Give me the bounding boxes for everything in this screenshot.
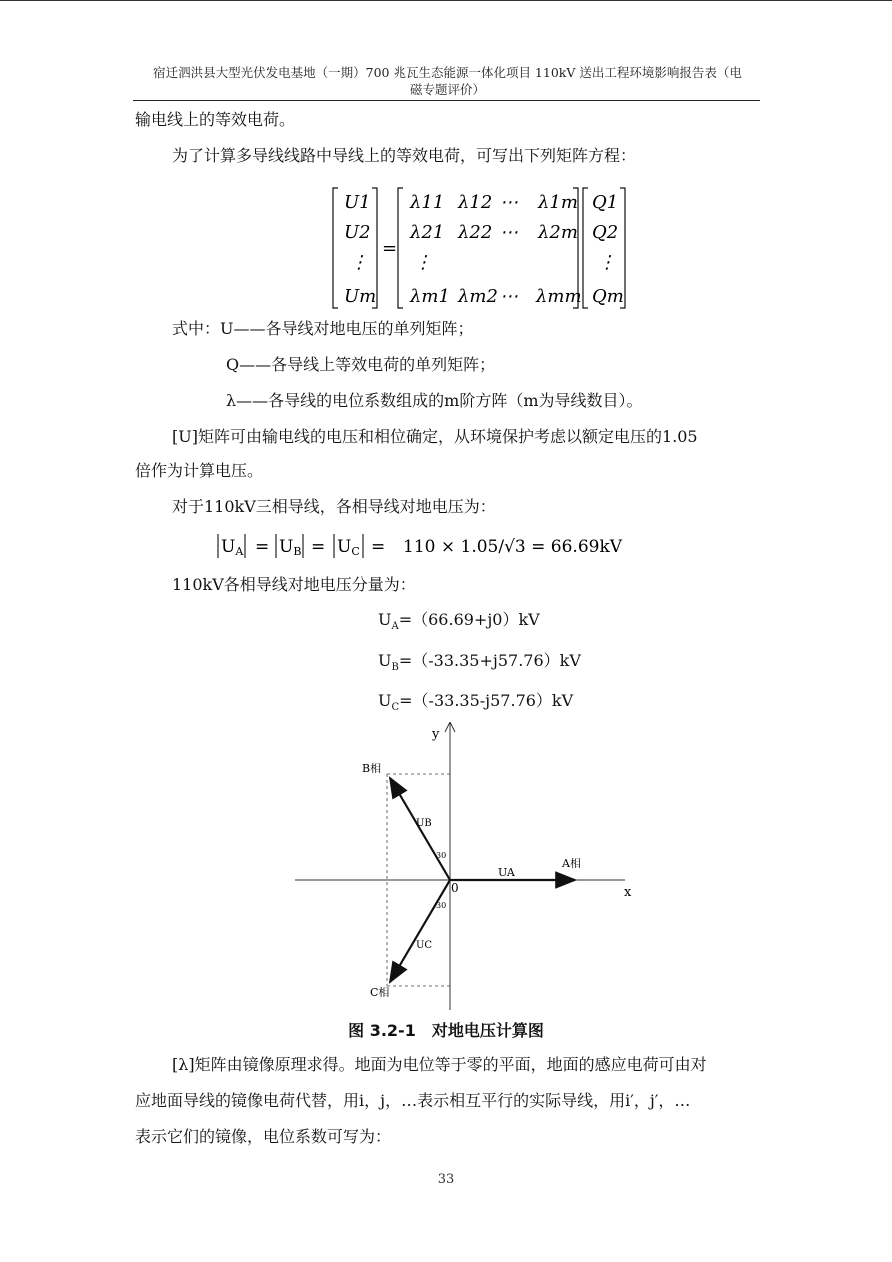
u-entry: Um	[344, 286, 377, 307]
where-q: Q——各导线上等效电荷的单列矩阵；	[226, 355, 496, 374]
lambda-entry: λ21	[410, 222, 445, 243]
lambda-entry: λm1	[410, 286, 450, 307]
c-phase-label: C相	[370, 986, 390, 999]
q-entry: ⋮	[598, 252, 616, 273]
top-border-line	[0, 0, 892, 1]
y-label: y	[432, 727, 440, 742]
u-entry: U2	[344, 222, 371, 243]
lambda-entry: ⋯	[500, 192, 518, 213]
svg-text:=: =	[255, 537, 270, 557]
lambda-entry: λmm	[536, 286, 582, 307]
ub-component: $U_B=(-33.35+j57.76)kV$	[378, 651, 581, 674]
q-entry: Q1	[592, 192, 619, 213]
origin-label: 0	[451, 881, 459, 895]
where-lambda: λ——各导线的电位系数组成的m阶方阵（m为导线数目）。	[226, 391, 643, 410]
where-u: 式中：U——各导线对地电压的单列矩阵；	[172, 319, 474, 338]
header-line-1: 宿迁泗洪县大型光伏发电基地（一期）700 兆瓦生态能源一体化项目 110kV 送出工程环境影响报告表（电	[153, 65, 742, 80]
svg-text:UB: UB	[279, 537, 302, 558]
lambda-entry: λ11	[410, 192, 445, 213]
svg-text:=: =	[371, 537, 386, 557]
paragraph-3b: 倍作为计算电压。	[135, 461, 264, 480]
q-entry: Q2	[592, 222, 619, 243]
paragraph-6a: [λ]矩阵由镜像原理求得。地面为电位等于零的平面，地面的感应电荷可由对	[172, 1055, 707, 1074]
uc-component: $U_C=(-33.35-j57.76)kV$	[378, 691, 574, 714]
u-entry: U1	[344, 192, 371, 213]
uc-phasor	[390, 880, 450, 982]
x-label: x	[624, 885, 632, 900]
paragraph-3a: [U]矩阵可由输电线的电压和相位确定，从环境保护考虑以额定电压的1.05	[172, 427, 698, 446]
lambda-entry: λ1m	[538, 192, 578, 213]
ua-label: UA	[498, 866, 515, 879]
paragraph-4: 对于110kV三相导线，各相导线对地电压为：	[172, 497, 496, 516]
lambda-entry: ⋮	[414, 252, 432, 273]
u-entry: ⋮	[350, 252, 368, 273]
ua-component: $U_A=(66.69+j0)kV$	[378, 610, 540, 633]
paragraph-2: 为了计算多导线线路中导线上的等效电荷，可写出下列矩阵方程：	[172, 146, 637, 165]
uc-label: UC	[416, 940, 433, 951]
phasor-diagram	[290, 722, 640, 1014]
lambda-entry: λm2	[458, 286, 498, 307]
header-line-2: 磁专题评价）	[409, 82, 485, 97]
lambda-entry: λ2m	[538, 222, 578, 243]
paragraph-5: 110kV各相导线对地电压分量为：	[172, 575, 416, 594]
matrix-equation	[330, 186, 630, 312]
equals-sign: =	[382, 238, 398, 259]
page-number: 33	[437, 1172, 455, 1187]
voltage-equation	[213, 530, 633, 564]
lambda-entry: λ22	[458, 222, 493, 243]
ub-label: UB	[416, 818, 432, 829]
paragraph-1: 输电线上的等效电荷。	[135, 110, 296, 129]
paragraph-6b: 应地面导线的镜像电荷代替，用i，j，…表示相互平行的实际导线，用i′，j′，…	[135, 1091, 691, 1110]
angle-top-label: 30	[436, 851, 447, 860]
header-rule	[133, 100, 760, 101]
b-phase-label: B相	[362, 762, 382, 775]
svg-text:UC: UC	[337, 537, 360, 558]
q-entry: Qm	[592, 286, 624, 307]
svg-text:=: =	[311, 537, 326, 557]
paragraph-6c: 表示它们的镜像，电位系数可写为：	[135, 1127, 392, 1146]
a-phase-label: A相	[562, 857, 581, 870]
figure-caption: 图 3.2-1 对地电压计算图	[348, 1021, 544, 1040]
page-header	[135, 64, 760, 98]
lambda-entry: ⋯	[500, 222, 518, 243]
lambda-entry: λ12	[458, 192, 493, 213]
voltage-expression: 110 × 1.05/√3 = 66.69kV	[403, 537, 623, 557]
lambda-entry: ⋯	[500, 286, 518, 307]
svg-text:UA: UA	[221, 537, 244, 558]
angle-bottom-label: 30	[436, 901, 447, 910]
ub-phasor	[390, 778, 450, 880]
